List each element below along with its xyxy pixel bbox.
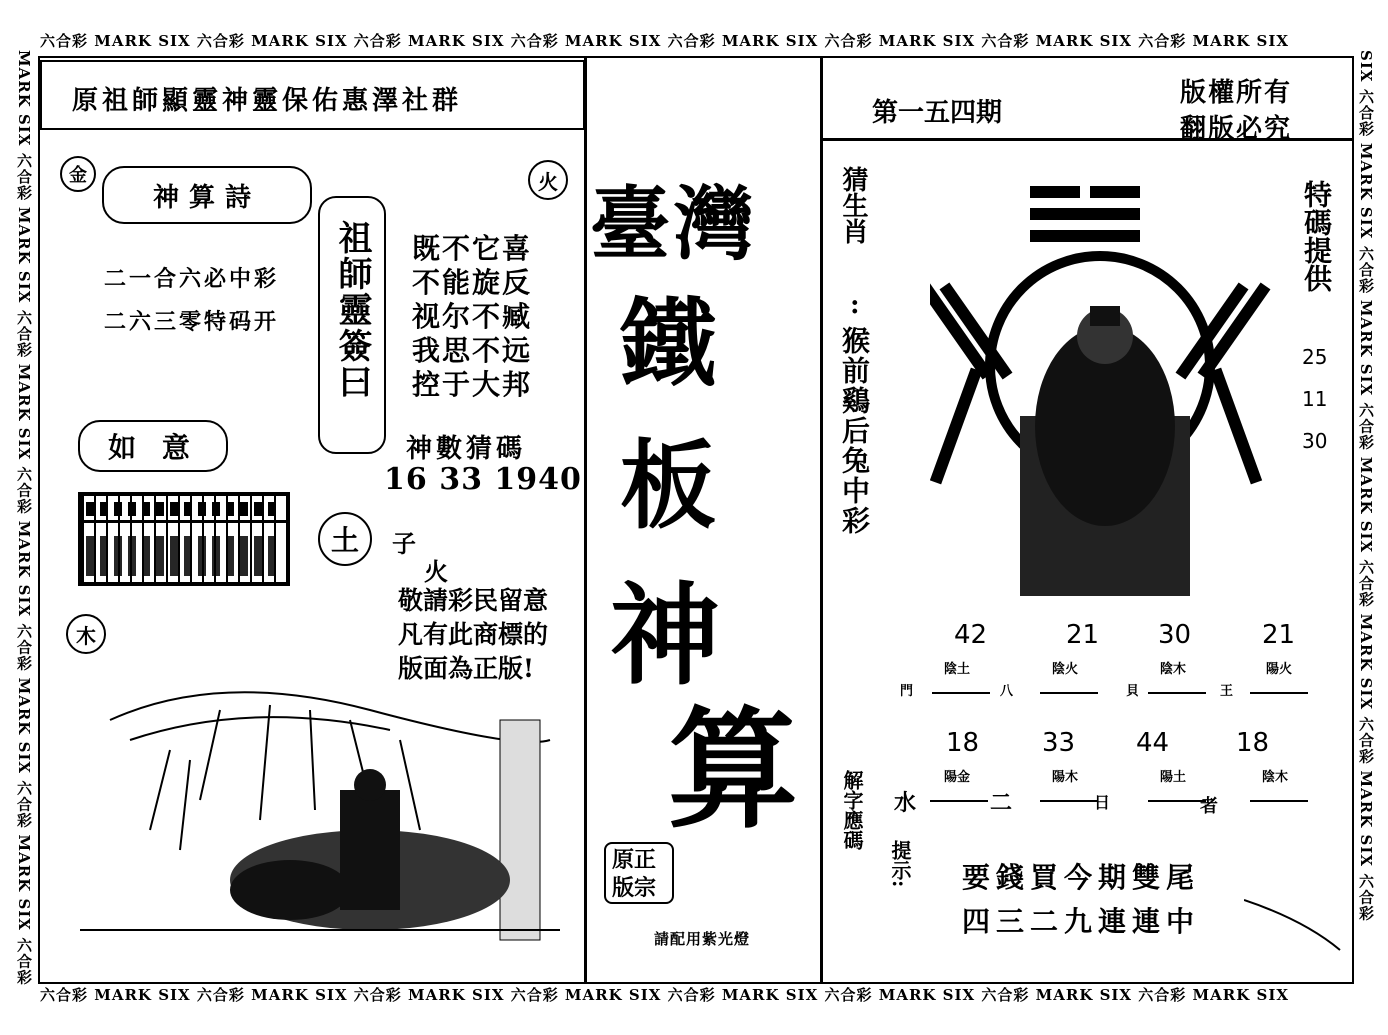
original-stamp <box>604 842 674 904</box>
oracle-line-1: 既不它喜 <box>412 232 533 265</box>
zi-char: 子 <box>392 529 416 558</box>
center-title-board: 板 <box>620 429 716 542</box>
row1-rule-4 <box>1250 692 1308 694</box>
row1-num-1: 42 <box>954 620 988 650</box>
row2-rule-4 <box>1250 800 1308 802</box>
issue-number: 第一五四期 <box>872 98 1003 128</box>
row2-num-4: 18 <box>1236 728 1270 758</box>
special-title: 特碼提供 <box>1300 180 1333 292</box>
bagua-deity-image <box>930 166 1280 606</box>
row2-rule-2 <box>1040 800 1098 802</box>
abacus-lower-beads <box>86 536 282 576</box>
notice-text <box>398 584 548 686</box>
abacus-upper-beads <box>86 502 282 516</box>
oracle-line-3: 视尔不臧 <box>412 300 533 333</box>
zodiac-colon: : <box>850 290 860 320</box>
bottom-border-text: 六合彩 MARK SIX 六合彩 MARK SIX 六合彩 MARK SIX 六合彩 MARK SIX 六合彩 MARK SIX 六合彩 MARK SIX 六合彩 MARK SIX 六合彩 MARK SIX <box>40 986 1289 1004</box>
row1-num-4: 21 <box>1262 620 1296 650</box>
row1-char-1: 門 <box>900 684 914 699</box>
element-wood: 木 <box>66 614 106 654</box>
row2-char-1: 水 <box>894 790 917 816</box>
right-border-text: SIX 六合彩 MARK SIX 六合彩 MARK SIX 六合彩 MARK SIX 六合彩 MARK SIX 六合彩 MARK SIX 六合彩 <box>1357 50 1375 922</box>
copyright-line-2: 翻版必究 <box>1180 114 1293 144</box>
oracle-line-4: 我思不远 <box>412 334 533 367</box>
row1-tag-3: 陰木 <box>1160 662 1187 677</box>
row2-tag-1: 陽金 <box>944 770 971 785</box>
row2-rule-1 <box>930 800 988 802</box>
element-earth: 土 <box>318 512 372 566</box>
left-border-text: MARK SIX 六合彩 MARK SIX 六合彩 MARK SIX 六合彩 MARK SIX 六合彩 MARK SIX 六合彩 MARK SIX 六合彩 <box>15 50 33 986</box>
hint-label: 提示: <box>888 840 912 888</box>
landscape-drawing <box>70 680 570 950</box>
row2-char-3: 日 <box>1094 793 1111 812</box>
row2-num-3: 44 <box>1136 728 1170 758</box>
oracle-label: 祖師靈簽曰 <box>332 220 372 400</box>
hint-line-1: 要錢買今期雙尾 <box>962 861 1201 894</box>
guess-zodiac-label: 猜生肖 <box>838 166 868 244</box>
element-fire: 火 <box>528 160 568 200</box>
stamp-line-1: 原正 <box>612 847 657 873</box>
row1-num-2: 21 <box>1066 620 1100 650</box>
row1-tag-1: 陰土 <box>944 662 971 677</box>
left-divider <box>584 58 587 982</box>
row1-char-3: 貝 <box>1126 684 1140 699</box>
row1-tag-4: 陽火 <box>1266 662 1293 677</box>
row1-char-2: 八 <box>1000 684 1014 699</box>
stamp-line-2: 版宗 <box>612 875 657 901</box>
huo-char: 火 <box>424 557 448 586</box>
copyright-line-1: 版權所有 <box>1180 78 1293 108</box>
row1-rule-3 <box>1148 692 1206 694</box>
row2-num-1: 18 <box>946 728 980 758</box>
notice-line-1: 敬請彩民留意 <box>398 586 549 615</box>
abacus-beam <box>82 520 286 523</box>
center-title-taiwan: 臺灣 <box>590 177 758 271</box>
element-gold: 金 <box>60 156 96 192</box>
poem-line-2: 二六三零特码开 <box>104 309 280 335</box>
center-title-iron: 鐵 <box>620 287 716 400</box>
row1-num-3: 30 <box>1158 620 1192 650</box>
special-number-3: 30 <box>1302 429 1328 453</box>
guess-numbers: 16 33 1940 <box>384 462 582 497</box>
ruyi-badge: 如 意 <box>78 420 228 472</box>
abacus-image <box>78 492 290 586</box>
oracle-text <box>412 232 532 402</box>
row2-num-2: 33 <box>1042 728 1076 758</box>
row1-rule-2 <box>1040 692 1098 694</box>
row2-tag-4: 陰木 <box>1262 770 1289 785</box>
corner-swoosh <box>1244 880 1344 970</box>
notice-line-2: 凡有此商標的 <box>398 620 549 649</box>
special-numbers <box>1302 336 1327 462</box>
row2-rule-3 <box>1148 800 1206 802</box>
guess-title: 神數猜碼 <box>406 434 527 464</box>
row1-char-4: 王 <box>1220 684 1234 699</box>
notice-line-3: 版面為正版! <box>398 654 534 683</box>
center-title-calc: 算 <box>668 693 799 846</box>
top-border-text: 六合彩 MARK SIX 六合彩 MARK SIX 六合彩 MARK SIX 六合彩 MARK SIX 六合彩 MARK SIX 六合彩 MARK SIX 六合彩 MARK SIX 六合彩 MARK SIX <box>40 32 1289 50</box>
poem-title: 神算詩 <box>102 166 312 224</box>
center-title-god: 神 <box>610 571 720 700</box>
right-divider <box>820 58 823 982</box>
oracle-line-2: 不能旋反 <box>412 266 533 299</box>
row2-tag-2: 陽木 <box>1052 770 1079 785</box>
row2-char-2: 二 <box>990 790 1013 816</box>
zodiac-hint: 猴前鷄后兔中彩 <box>838 326 871 536</box>
oracle-line-5: 控于大邦 <box>412 368 533 401</box>
special-number-2: 11 <box>1302 387 1328 411</box>
special-number-1: 25 <box>1302 345 1328 369</box>
row1-rule-1 <box>932 692 990 694</box>
hint-line-2: 四三二九連連中 <box>962 905 1201 938</box>
center-footer: 請配用紫光燈 <box>654 930 751 948</box>
poem-line-1: 二一合六必中彩 <box>104 266 280 292</box>
decode-label: 解字應碼 <box>840 770 864 850</box>
row1-tag-2: 陰火 <box>1052 662 1079 677</box>
row2-char-4: 者 <box>1200 796 1218 817</box>
left-header-text: 原祖師顯靈神靈保佑惠澤社群 <box>72 86 463 116</box>
row2-tag-3: 陽土 <box>1160 770 1187 785</box>
